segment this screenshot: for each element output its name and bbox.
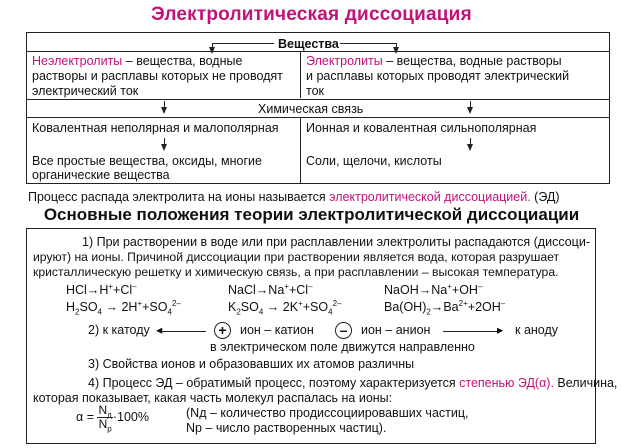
electrolytes-definition [306,54,562,69]
electrolytes-term: Электролиты [306,54,383,68]
electrolytes-line1: – вещества, водные растворы [386,54,562,68]
point3: 3) Свойства ионов и образовавших их атомов различны [88,357,415,371]
non-electrolytes-line1: – вещества, водные [125,54,243,68]
equation-hcl: HCl→H++Cl– [66,281,137,297]
electrolytes-line3: ток [306,84,325,98]
anode-arrow [443,331,499,332]
electrolytes-line2: и расплавы которых проводят электрический [306,69,570,83]
page-title: Электролитическая диссоциация [151,4,472,25]
point4-line1 [88,376,617,391]
definition-suffix: (ЭД) [530,190,560,204]
non-electrolytes-line2: растворы и расплавы которых не проводят [32,69,283,83]
equation-k2so4: $K_2SO_4 \to 2K^++SO_4^{2-}$ [228,298,342,317]
cathode-arrow [160,331,206,332]
formula-legend-line1: (Nд – количество продиссоциировавших частиц, [186,406,469,420]
definition-term: электролитической диссоциацией. [329,190,531,204]
point4-line2: которая показывает, какая часть молекул распалась на ионы: [33,391,393,405]
anode-arrowhead-icon: ▸ [497,323,504,337]
non-electrolytes-definition [32,54,242,69]
formula-legend-line2: Nр – число растворенных частиц). [186,421,387,435]
to-cathode-label: 2) к катоду [88,323,150,337]
point1-line1: 1) При растворении в воде или при расплавлении электролиты распадаются (диссоци- [82,235,590,249]
to-anode-label: к аноду [515,323,559,337]
covalent-examples-line2: органические вещества [32,168,170,182]
equation-nacl: NaCl→Na++Cl– [228,281,313,297]
equation-baoh2: $Ba(OH)_2\to Ba^{2+}+2OH^-$ [384,298,506,317]
theory-subtitle: Основные положения теории электролитической диссоциации [43,205,580,224]
definition-prefix: Процесс распада электролита на ионы называется [28,190,330,204]
equation-naoh: NaOH→Na++OH– [384,281,483,297]
cation-label: ион – катион [240,323,314,337]
point4-prefix: 4) Процесс ЭД – обратимый процесс, поэтому характеризуется [88,376,460,390]
point1-line2: ируют) на ионы. Причиной диссоциации при растворении является вода, которая разрушает [33,250,560,264]
ionic-examples: Соли, щелочи, кислоты [306,154,442,168]
equation-h2so4: $H_2SO_4 \to 2H^++SO_4^{2-}$ [66,298,181,317]
formula-fraction: $\frac{N_д}{N_р}$ [98,403,112,434]
covalent-examples-line1: Все простые вещества, оксиды, многие [32,154,262,168]
point1-line3: кристаллическую решетку и химическую связь, а при расплавлении – высокая температура. [33,265,559,279]
cathode-arrowhead-icon: ◂ [156,323,163,337]
point4-term: степенью ЭД(α). [459,376,554,390]
non-electrolytes-line3: электрический ток [32,84,139,98]
covalent-bond-label: Ковалентная неполярная и малополярная [32,121,279,135]
dissociation-definition [28,190,560,205]
non-electrolytes-term: Неэлектролиты [32,54,123,68]
point4-suffix: Величина, [553,376,618,390]
anion-label: ион – анион [361,323,431,337]
plus-sign-icon: + [214,322,231,339]
alpha-formula: α = $\frac{N_д}{N_р}$ ·100% [76,403,149,434]
substances-header: Вещества [278,37,339,51]
ionic-bond-label: Ионная и ковалентная сильнополярная [306,121,537,135]
minus-sign-icon: – [335,322,352,339]
field-movement-note: в электрическом поле движутся направленно [210,340,475,354]
chemical-bond-header: Химическая связь [258,102,364,116]
